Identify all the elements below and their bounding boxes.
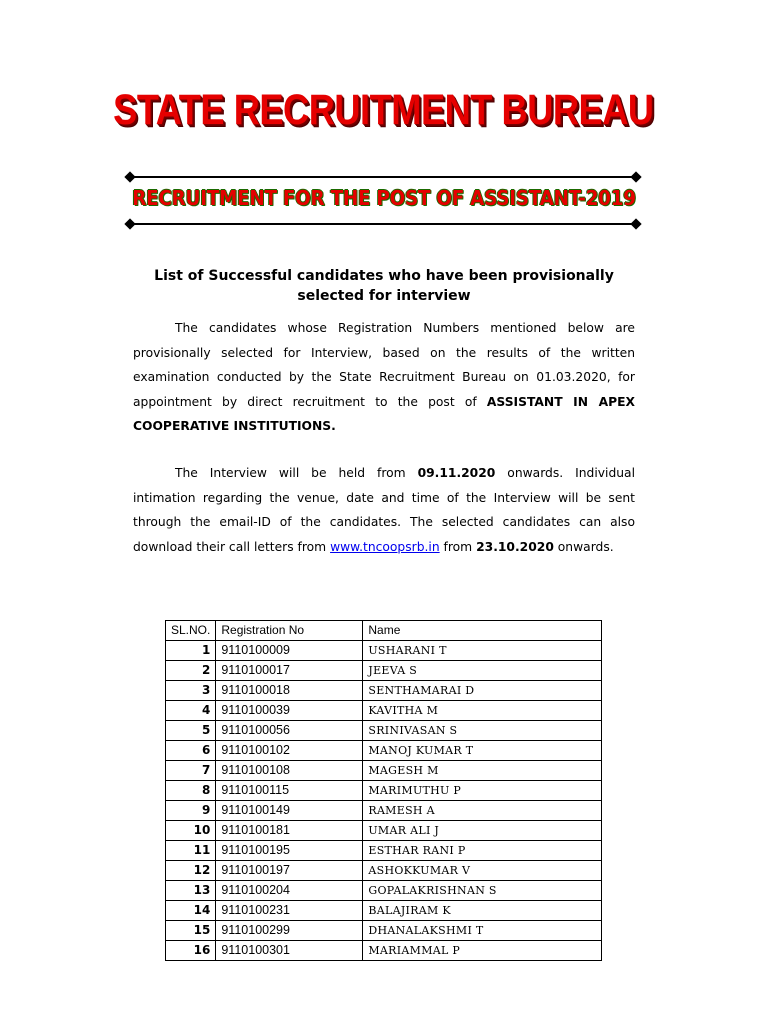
intro-text: The candidates whose Registration Numbers mentioned below are provisionally selected for Interview, based on the results of the written examination conducted by the State Recruitment Bureau on 01.03.2020, for appointment by direct recruitment to the post of [133, 321, 635, 409]
table-row [166, 761, 602, 781]
table-row [166, 901, 602, 921]
row-registration-no: 9110100018 [216, 681, 363, 701]
call-letter-date: 23.10.2020 [476, 539, 554, 554]
row-registration-no: 9110100204 [216, 881, 363, 901]
row-sl-no: 3 [166, 681, 216, 701]
header-sl-no: SL.NO. [166, 621, 216, 641]
row-registration-no: 9110100301 [216, 941, 363, 961]
table-row [166, 921, 602, 941]
bureau-title: STATE RECRUITMENT BUREAU [113, 86, 654, 134]
table-header-row [166, 621, 602, 641]
row-sl-no: 7 [166, 761, 216, 781]
interview-text-4: onwards. [553, 539, 614, 554]
table-row [166, 821, 602, 841]
row-registration-no: 9110100231 [216, 901, 363, 921]
row-candidate-name: JEEVA S [363, 661, 602, 681]
interview-start-date: 09.11.2020 [417, 466, 496, 480]
table-row [166, 801, 602, 821]
row-candidate-name: BALAJIRAM K [363, 901, 602, 921]
list-heading [0, 266, 768, 306]
table-row [166, 781, 602, 801]
row-sl-no: 14 [166, 901, 216, 921]
post-title: RECRUITMENT FOR THE POST OF ASSISTANT-2019 [132, 186, 636, 210]
table-row [166, 881, 602, 901]
row-candidate-name: SENTHAMARAI D [363, 681, 602, 701]
row-sl-no: 9 [166, 801, 216, 821]
row-registration-no: 9110100299 [216, 921, 363, 941]
row-registration-no: 9110100115 [216, 781, 363, 801]
intro-paragraph [133, 316, 635, 439]
table-row [166, 681, 602, 701]
row-candidate-name: MAGESH M [363, 761, 602, 781]
row-registration-no: 9110100108 [216, 761, 363, 781]
table-row [166, 721, 602, 741]
row-registration-no: 9110100102 [216, 741, 363, 761]
row-candidate-name: GOPALAKRISHNAN S [363, 881, 602, 901]
row-registration-no: 9110100181 [216, 821, 363, 841]
row-sl-no: 4 [166, 701, 216, 721]
row-sl-no: 6 [166, 741, 216, 761]
row-candidate-name: MANOJ KUMAR T [363, 741, 602, 761]
row-candidate-name: USHARANI T [363, 641, 602, 661]
row-registration-no: 9110100039 [216, 701, 363, 721]
table-row [166, 701, 602, 721]
row-candidate-name: ESTHAR RANI P [363, 841, 602, 861]
row-registration-no: 9110100149 [216, 801, 363, 821]
header-registration-no: Registration No [216, 621, 363, 641]
row-candidate-name: KAVITHA M [363, 701, 602, 721]
row-candidate-name: MARIMUTHU P [363, 781, 602, 801]
table-row [166, 661, 602, 681]
table-row [166, 941, 602, 961]
row-registration-no: 9110100017 [216, 661, 363, 681]
header-name: Name [363, 621, 602, 641]
row-registration-no: 9110100009 [216, 641, 363, 661]
interview-text-3: from [439, 539, 477, 554]
top-divider [130, 176, 636, 178]
row-sl-no: 10 [166, 821, 216, 841]
row-sl-no: 5 [166, 721, 216, 741]
row-sl-no: 11 [166, 841, 216, 861]
interview-text-1: The Interview will be held from [175, 466, 418, 480]
interview-text-2: onwards. Individual intimation regarding the venue, date and time of the Interview will be sent through the email-ID of the candidates. The selected candidates can also download their call letters from [133, 466, 635, 554]
row-sl-no: 2 [166, 661, 216, 681]
row-candidate-name: MARIAMMAL P [363, 941, 602, 961]
row-sl-no: 8 [166, 781, 216, 801]
post-name: ASSISTANT IN APEX COOPERATIVE INSTITUTIONS. [133, 394, 636, 433]
table-row [166, 641, 602, 661]
row-sl-no: 16 [166, 941, 216, 961]
bottom-divider [130, 223, 636, 225]
row-sl-no: 1 [166, 641, 216, 661]
row-registration-no: 9110100197 [216, 861, 363, 881]
list-heading-line2: selected for interview [297, 288, 471, 304]
interview-paragraph [133, 461, 635, 559]
row-sl-no: 13 [166, 881, 216, 901]
row-sl-no: 12 [166, 861, 216, 881]
candidates-table [165, 620, 602, 961]
row-candidate-name: RAMESH A [363, 801, 602, 821]
row-candidate-name: UMAR ALI J [363, 821, 602, 841]
table-body [166, 641, 602, 961]
table-row [166, 841, 602, 861]
row-candidate-name: DHANALAKSHMI T [363, 921, 602, 941]
list-heading-line1: List of Successful candidates who have been provisionally [154, 268, 614, 284]
website-link[interactable]: www.tncoopsrb.in [330, 539, 440, 554]
row-registration-no: 9110100195 [216, 841, 363, 861]
table-row [166, 861, 602, 881]
row-candidate-name: SRINIVASAN S [363, 721, 602, 741]
row-sl-no: 15 [166, 921, 216, 941]
table-row [166, 741, 602, 761]
row-candidate-name: ASHOKKUMAR V [363, 861, 602, 881]
row-registration-no: 9110100056 [216, 721, 363, 741]
